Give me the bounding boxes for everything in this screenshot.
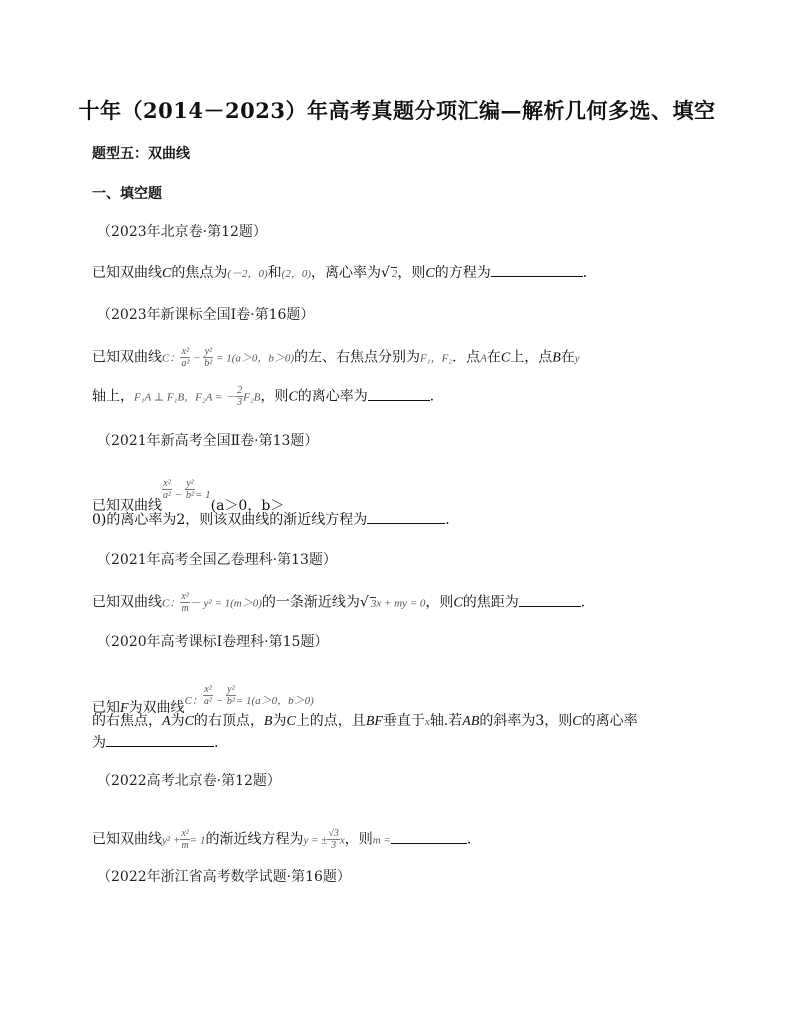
problem-6-text: 已知双曲线y² + $\frac{\text{x²}}{m}$ = 1的渐近线方程为y = ± $\frac{√3}{3}$ x，则m = ． [92,828,481,851]
problem-1-text: 已知双曲线C的焦点为(－2，0)和(2，0)，离心率为√ 2，则C的方程为 ． [92,265,597,281]
problem-2-text-line-2: 轴上，F₁A ⊥ F₁B，F₂A = － $\frac{2}{3}$ F₂B，则C的离心率为 ． [92,385,444,408]
fraction: $\frac{\text{y²}}{\text{b²}}$ [226,684,235,707]
fraction: $\frac{\text{x²}}{m}$ [181,591,189,614]
sqrt-symbol: √ [381,265,390,281]
fraction: $\frac{\text{x²}}{\text{a²}}$ [203,684,212,707]
fraction: $\frac{√3}{3}$ [328,828,339,851]
problem-4-source: （2021年高考全国乙卷理科·第13题） [97,552,337,568]
problem-5-text-line-3: 为 . [92,735,219,751]
answer-blank[interactable] [368,388,430,401]
problem-5-text-line-2: 的右焦点，A为C的右顶点，B为C上的点，且BF垂直于x轴.若AB的斜率为3，则C的离心率 [92,713,638,729]
answer-blank[interactable] [391,831,467,844]
problem-3-text-line-2: 0)的离心率为2，则该双曲线的渐近线方程为 ． [92,512,460,528]
answer-blank[interactable] [519,594,581,607]
sqrt-symbol: √ [359,594,369,611]
answer-blank[interactable] [367,511,445,524]
fraction: $\frac{\text{x²}}{\text{a²}}$ [181,346,190,369]
document-title: 十年（2014－2023）年高考真题分项汇编—解析几何多选、填空 [78,98,716,123]
problem-7-source: （2022年浙江省高考数学试题·第16题） [97,869,351,885]
section-heading: 题型五：双曲线 [92,146,190,162]
fraction: $\frac{\text{y²}}{\text{b²}}$ [185,478,194,501]
problem-4-text: 已知双曲线C： $\frac{\text{x²}}{m}$ － y² = 1(m＞0)的一条渐近线为√ 3x + my = 0，则C的焦距为 ． [92,591,595,614]
fraction: $\frac{\text{x²}}{\text{a²}}$ [163,478,171,501]
subsection-heading: 一、填空题 [92,186,162,202]
problem-5-source: （2020年高考课标Ⅰ卷理科·第15题） [97,634,329,650]
problem-3-source: （2021年新高考全国Ⅱ卷·第13题） [97,433,319,449]
problem-2-text-line-1: 已知双曲线C： $\frac{\text{x²}}{\text{a²}}$ − $\frac{\text{y²}}{\text{b²}}$ = 1(a＞0，b＞0)的左、右焦点分别为F₁，F₂．点A在C上，点B在y [92,346,580,369]
problem-6-source: （2022高考北京卷·第12题） [97,773,281,789]
problem-3-text-line-1: 已知双曲线 $\frac{\text{x²}}{\text{a²}}$ − $\frac{\text{y²}}{\text{b²}}$ $^{= 1}$(a＞0，b＞ [92,478,285,514]
answer-blank[interactable] [106,734,214,747]
problem-1-source: （2023年北京卷·第12题） [97,224,267,240]
problem-5-text-line-1: 已知F为双曲线$^{C:}$ $\frac{\text{x²}}{\text{a²}}$ − $\frac{\text{y²}}{\text{b²}}$ $^{= 1(a>0,b>0)}$ [92,684,314,716]
fraction: $\frac{\text{y²}}{\text{b²}}$ [204,346,213,369]
fraction: $\frac{2}{3}$ [237,385,243,408]
answer-blank[interactable] [491,264,583,277]
fraction: $\frac{\text{x²}}{m}$ [181,828,189,851]
problem-2-source: （2023年新课标全国Ⅰ卷·第16题） [97,307,315,323]
